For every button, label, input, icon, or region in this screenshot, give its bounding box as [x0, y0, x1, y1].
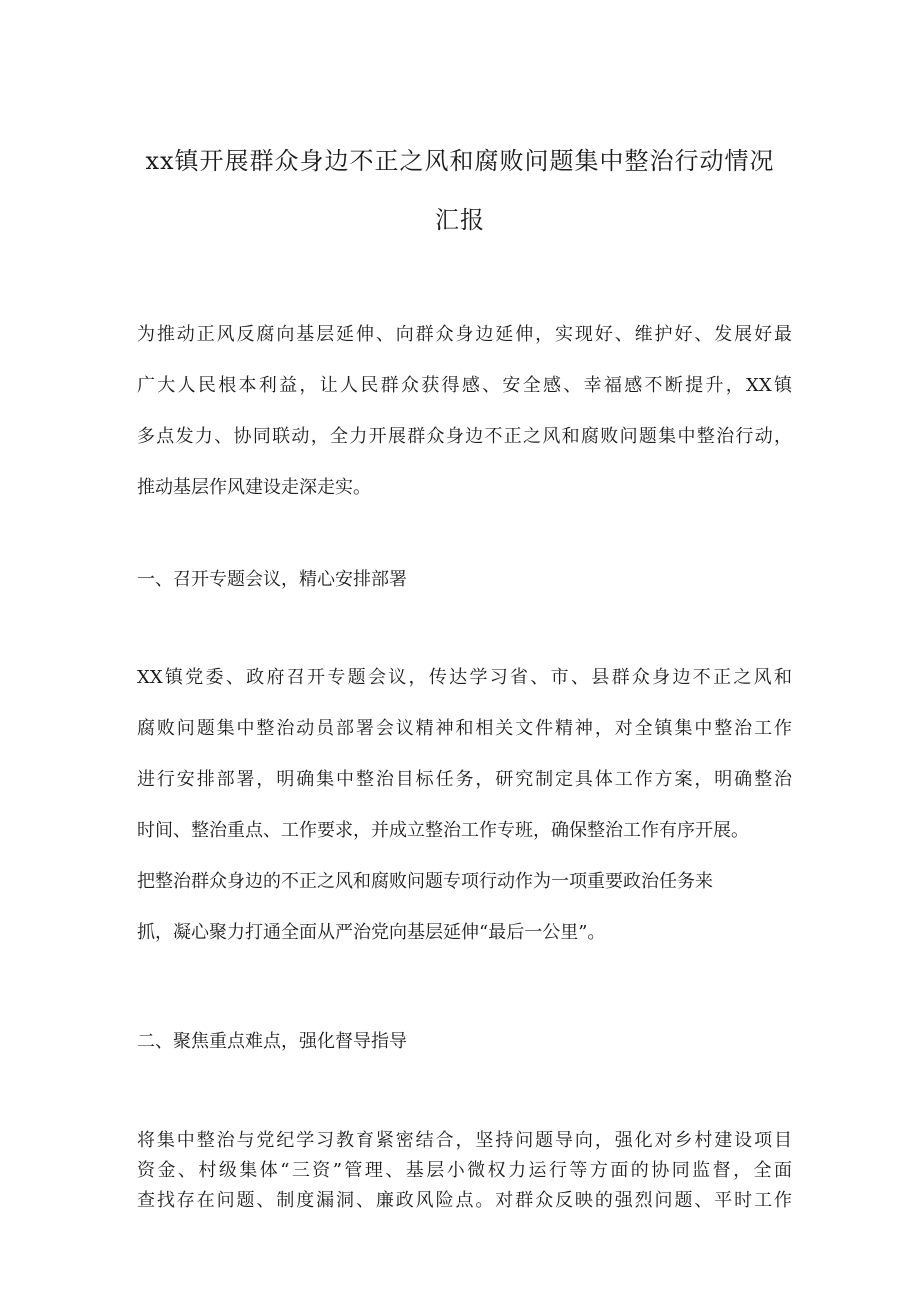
document-title-line-2: 汇报: [435, 206, 485, 234]
section-1-heading: 一、召开专题会议，精心安排部署: [137, 569, 407, 590]
paragraph-line: 进行安排部署，明确集中整治目标任务，研究制定具体工作方案，明确整治: [137, 769, 792, 790]
paragraph-line: 广大人民根本利益，让人民群众获得感、安全感、幸福感不断提升，XX镇: [137, 375, 792, 396]
paragraph-line: 腐败问题集中整治动员部署会议精神和相关文件精神，对全镇集中整治工作: [137, 718, 792, 739]
paragraph-line: 时间、整治重点、工作要求，并成立整治工作专班，确保整治工作有序开展。: [137, 820, 749, 841]
paragraph-line: XX镇党委、政府召开专题会议，传达学习省、市、县群众身边不正之风和: [137, 667, 792, 688]
paragraph-line: 推动基层作风建设走深走实。: [137, 477, 371, 498]
paragraph-line: 多点发力、协同联动，全力开展群众身边不正之风和腐败问题集中整治行动，: [137, 426, 792, 447]
section-1-paragraph: [137, 667, 792, 973]
document-title-line-1: xx镇开展群众身边不正之风和腐败问题集中整治行动情况: [145, 147, 775, 175]
paragraph-line: 将集中整治与党纪学习教育紧密结合，坚持问题导向，强化对乡村建设项目: [137, 1130, 792, 1151]
section-2-paragraph: [137, 1130, 792, 1220]
paragraph-line: 抓，凝心聚力打通全面从严治党向基层延伸“最后一公里”。: [137, 922, 606, 943]
section-2-heading: 二、聚焦重点难点，强化督导指导: [137, 1031, 407, 1052]
intro-paragraph: [137, 324, 792, 528]
paragraph-line: 资金、村级集体“三资”管理、基层小微权力运行等方面的协同监督，全面: [137, 1160, 792, 1181]
paragraph-line: 把整治群众身边的不正之风和腐败问题专项行动作为一项重要政治任务来: [137, 871, 713, 892]
paragraph-line: 为推动正风反腐向基层延伸、向群众身边延伸，实现好、维护好、发展好最: [137, 324, 792, 345]
paragraph-line: 查找存在问题、制度漏洞、廉政风险点。对群众反映的强烈问题、平时工作: [137, 1190, 792, 1211]
